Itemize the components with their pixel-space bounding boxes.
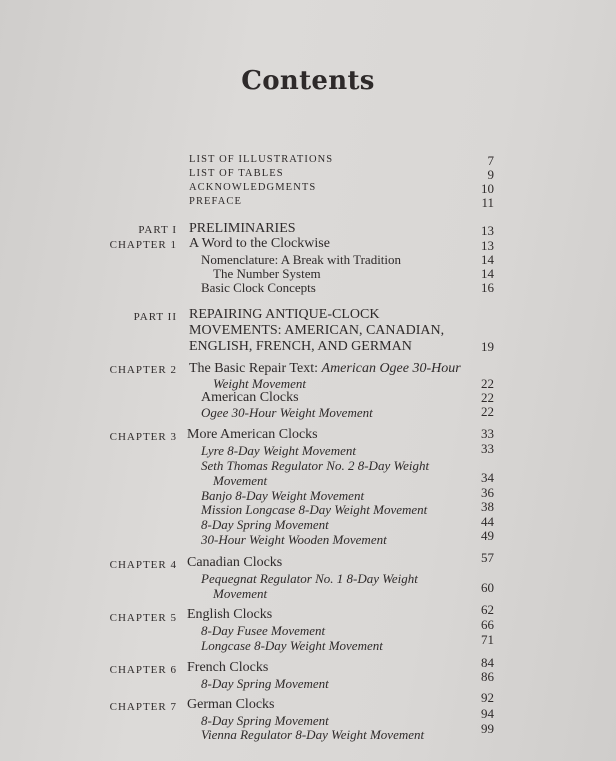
section-title: 30-Hour Weight Wooden Movement	[201, 532, 387, 547]
page-number: 22	[481, 404, 494, 419]
chapter-title: Canadian Clocks	[187, 555, 283, 570]
chapter-title: German Clocks	[187, 697, 275, 712]
section-title: Ogee 30-Hour Weight Movement	[201, 405, 373, 420]
section-title: Mission Longcase 8-Day Weight Movement	[201, 502, 428, 517]
section-title: 8-Day Spring Movement	[201, 676, 329, 691]
part-label: PART II	[133, 311, 177, 323]
section-title: Basic Clock Concepts	[201, 280, 316, 295]
page-number: 34	[481, 470, 494, 485]
toc-entry-preface: PREFACE	[189, 196, 243, 207]
toc-entry-acknowledgments: ACKNOWLEDGMENTS	[189, 182, 317, 193]
chapter-title: English Clocks	[187, 607, 273, 622]
chapter-title-continued: Weight Movement	[213, 376, 307, 391]
part-label: PART I	[138, 224, 177, 236]
page-number: 13	[481, 223, 494, 238]
page-number: 14	[481, 252, 494, 267]
section-title: The Number System	[213, 266, 321, 281]
page-number: 92	[481, 690, 494, 705]
toc-entry-tables: LIST OF TABLES	[189, 168, 284, 179]
section-title: Nomenclature: A Break with Tradition	[201, 252, 402, 267]
section-title: American Clocks	[201, 390, 299, 405]
page-number: 99	[481, 721, 494, 736]
page-number: 44	[481, 514, 494, 529]
part-title: PRELIMINARIES	[189, 221, 296, 236]
section-title: 8-Day Fusee Movement	[201, 623, 326, 638]
page-number: 66	[481, 617, 494, 632]
section-title-continued: Movement	[213, 586, 268, 601]
section-title: 8-Day Spring Movement	[201, 517, 329, 532]
page-number: 49	[481, 528, 494, 543]
chapter-label: CHAPTER 6	[109, 664, 177, 676]
section-title: Vienna Regulator 8-Day Weight Movement	[201, 727, 425, 742]
chapter-label: CHAPTER 2	[109, 364, 177, 376]
page-number: 16	[481, 280, 494, 295]
page-number: 57	[481, 550, 494, 565]
part-title: MOVEMENTS: AMERICAN, CANADIAN,	[189, 323, 445, 338]
page-number: 22	[481, 376, 494, 391]
page-number: 86	[481, 669, 494, 684]
section-title: Lyre 8-Day Weight Movement	[201, 443, 356, 458]
page-number: 13	[481, 238, 494, 253]
page-number: 7	[487, 153, 494, 168]
page-title: Contents	[241, 66, 375, 96]
page-number: 62	[481, 602, 494, 617]
section-title: Longcase 8-Day Weight Movement	[201, 638, 383, 653]
part-title: ENGLISH, FRENCH, AND GERMAN	[189, 339, 412, 354]
page-number: 9	[487, 167, 494, 182]
chapter-title: More American Clocks	[187, 427, 318, 442]
page-number: 19	[481, 339, 494, 354]
page-number: 11	[481, 195, 494, 210]
section-title: 8-Day Spring Movement	[201, 713, 329, 728]
chapter-label: CHAPTER 3	[109, 431, 177, 443]
chapter-title: The Basic Repair Text: American Ogee 30-Hour	[189, 361, 461, 376]
toc-entry-illustrations: LIST OF ILLUSTRATIONS	[189, 154, 334, 165]
chapter-label: CHAPTER 1	[109, 239, 177, 251]
page-number: 38	[481, 499, 494, 514]
chapter-title: A Word to the Clockwise	[189, 236, 330, 251]
page-number: 33	[481, 441, 494, 456]
page-number: 22	[481, 390, 494, 405]
chapter-label: CHAPTER 4	[109, 559, 177, 571]
page-number: 94	[481, 706, 494, 721]
page-number: 60	[481, 580, 494, 595]
page-number: 10	[481, 181, 494, 196]
chapter-label: CHAPTER 5	[109, 612, 177, 624]
part-title: REPAIRING ANTIQUE-CLOCK	[189, 307, 380, 322]
page-number: 84	[481, 655, 494, 670]
page-number: 14	[481, 266, 494, 281]
chapter-label: CHAPTER 7	[109, 701, 177, 713]
page-number: 36	[481, 485, 494, 500]
section-title: Pequegnat Regulator No. 1 8-Day Weight	[201, 571, 418, 586]
section-title-continued: Movement	[213, 473, 268, 488]
chapter-title: French Clocks	[187, 660, 269, 675]
section-title: Seth Thomas Regulator No. 2 8-Day Weight	[201, 458, 430, 473]
page-number: 71	[481, 632, 494, 647]
page-number: 33	[481, 426, 494, 441]
section-title: Banjo 8-Day Weight Movement	[201, 488, 365, 503]
